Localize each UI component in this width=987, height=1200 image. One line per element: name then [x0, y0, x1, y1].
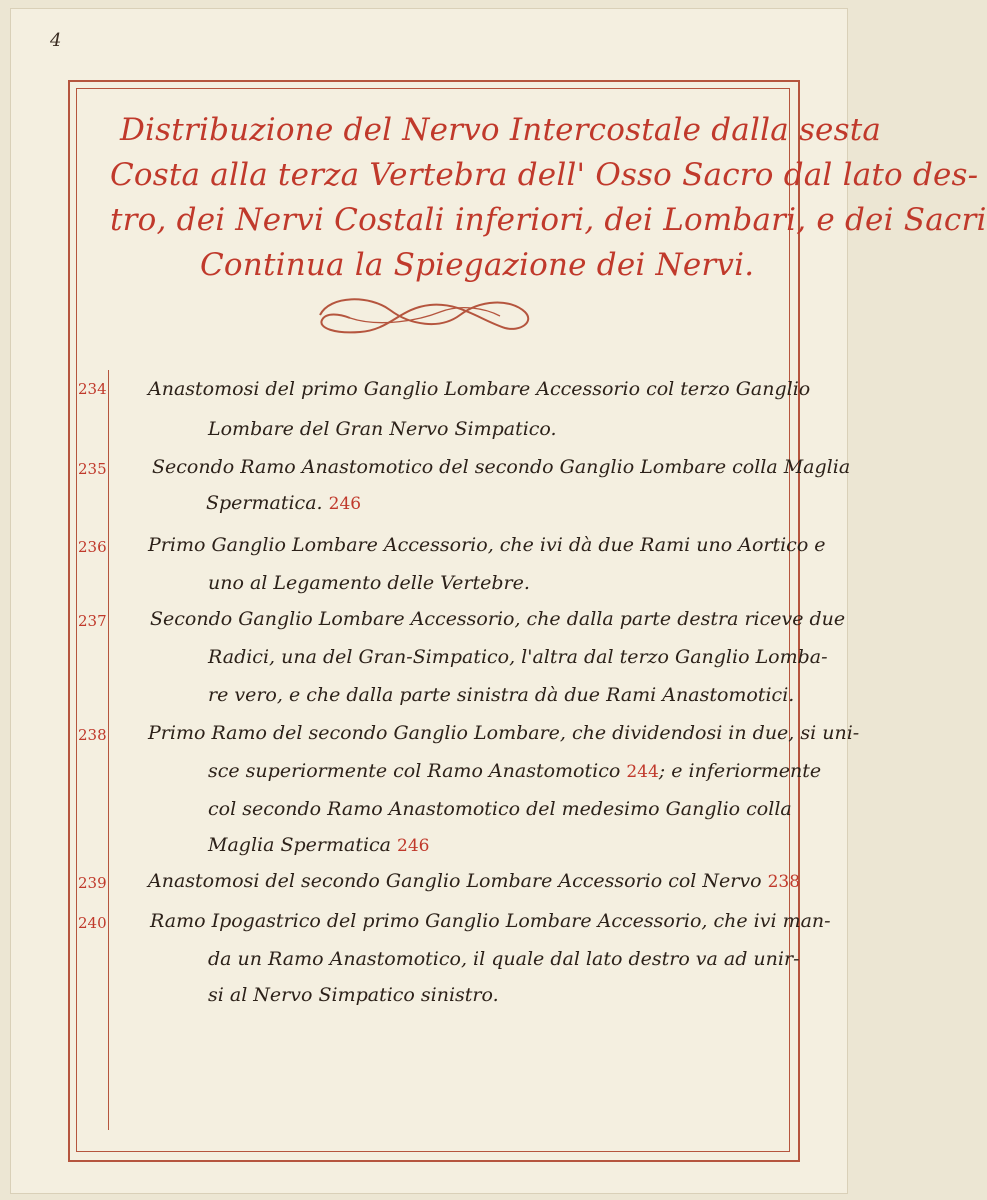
entry-text-line	[208, 834, 430, 856]
entry-text: Anastomosi del secondo Ganglio Lombare Accessorio col Nervo	[148, 870, 762, 892]
entry-text-line: re vero, e che dalla parte sinistra dà due Rami Anastomotici.	[208, 684, 795, 706]
page-number: 4	[50, 30, 62, 51]
entry-text-line: col secondo Ramo Anastomotico del medesimo Ganglio colla	[208, 798, 792, 820]
cross-reference: 246	[328, 494, 362, 514]
title-line: Costa alla terza Vertebra dell' Osso Sacro dal lato des-	[110, 157, 979, 193]
entry-number: 234	[78, 380, 107, 398]
entry-text-line	[208, 760, 821, 782]
entry-number: 237	[78, 612, 107, 630]
cross-reference: 238	[767, 872, 801, 892]
entry-text-line: Radici, una del Gran-Simpatico, l'altra dal terzo Ganglio Lomba-	[208, 646, 828, 668]
entry-text-line: Lombare del Gran Nervo Simpatico.	[208, 418, 557, 440]
entry-text-line: Ramo Ipogastrico del primo Ganglio Lombare Accessorio, che ivi man-	[150, 910, 831, 932]
flourish-ornament	[310, 290, 540, 340]
title-line: tro, dei Nervi Costali inferiori, dei Lombari, e dei Sacri	[110, 202, 987, 238]
entry-text: Spermatica.	[206, 492, 323, 514]
entry-number: 240	[78, 914, 107, 932]
entry-text: ; e inferiormente	[658, 760, 822, 782]
entry-text-line: Primo Ramo del secondo Ganglio Lombare, che dividendosi in due, si uni-	[148, 722, 860, 744]
entry-text-line: da un Ramo Anastomotico, il quale dal lato destro va ad unir-	[208, 948, 800, 970]
margin-rule	[108, 370, 109, 1130]
page-title	[110, 108, 987, 288]
cross-reference: 244	[626, 762, 659, 782]
title-line: Continua la Spiegazione dei Nervi.	[200, 247, 755, 283]
entry-text-line: si al Nervo Simpatico sinistro.	[208, 984, 499, 1006]
entry-text-line: Anastomosi del primo Ganglio Lombare Accessorio col terzo Ganglio	[148, 378, 811, 400]
entry-text: Maglia Spermatica	[208, 834, 391, 856]
entry-text: sce superiormente col Ramo Anastomotico	[208, 760, 621, 782]
title-line: Distribuzione del Nervo Intercostale dalla sesta	[120, 112, 882, 148]
entry-number: 236	[78, 538, 107, 556]
entry-text-line: Primo Ganglio Lombare Accessorio, che ivi dà due Rami uno Aortico e	[148, 534, 826, 556]
entry-number: 238	[78, 726, 107, 744]
entry-text-line	[148, 870, 800, 892]
entry-number: 235	[78, 460, 107, 478]
entry-text-line	[206, 492, 361, 514]
entry-number: 239	[78, 874, 107, 892]
cross-reference: 246	[397, 836, 430, 856]
entry-text-line: Secondo Ganglio Lombare Accessorio, che dalla parte destra riceve due	[150, 608, 846, 630]
entry-text-line: Secondo Ramo Anastomotico del secondo Ganglio Lombare colla Maglia	[152, 456, 851, 478]
entry-text-line: uno al Legamento delle Vertebre.	[208, 572, 530, 594]
